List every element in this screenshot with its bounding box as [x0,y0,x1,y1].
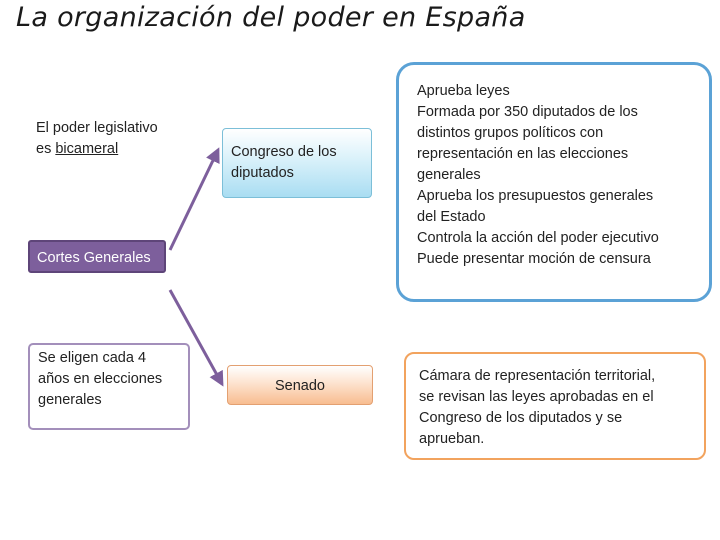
congreso-function-2: Formada por 350 diputados de los [417,104,638,120]
congreso-function-5: generales [417,167,481,183]
congreso-line-1: Congreso de los [231,144,337,160]
arrow-to-congreso [170,150,218,250]
congreso-function-7: del Estado [417,209,486,225]
legislativo-line-1: El poder legislativo [36,120,158,136]
congreso-function-8: Controla la acción del poder ejecutivo [417,230,659,246]
congreso-line-2: diputados [231,165,294,181]
cortes-generales-box: Cortes Generales [28,240,166,273]
election-note-line-3: generales [38,392,102,408]
senado-function-3: Congreso de los diputados y se [419,410,623,426]
senado-function-2: se revisan las leyes aprobadas en el [419,389,654,405]
election-note-line-2: años en elecciones [38,371,163,387]
page-title: La organización del poder en España [16,2,526,33]
congreso-functions-panel [396,62,712,302]
bicameral-term: bicameral [55,141,119,157]
congreso-function-1: Aprueba leyes [417,83,510,99]
congreso-function-6: Aprueba los presupuestos generales [417,188,654,204]
senado-box: Senado [227,365,373,405]
congreso-function-9: Puede presentar moción de censura [417,251,651,267]
congreso-function-3: distintos grupos políticos con [417,125,604,141]
senado-function-4: aprueban. [419,431,485,447]
election-note-line-1: Se eligen cada 4 [38,350,147,366]
legislativo-prefix: es [36,141,56,157]
congreso-box [222,128,372,198]
senado-function-1: Cámara de representación territorial, [419,368,656,384]
election-note-box [28,343,190,430]
congreso-function-4: representación en las elecciones [417,146,629,162]
senado-functions-panel [404,352,706,460]
